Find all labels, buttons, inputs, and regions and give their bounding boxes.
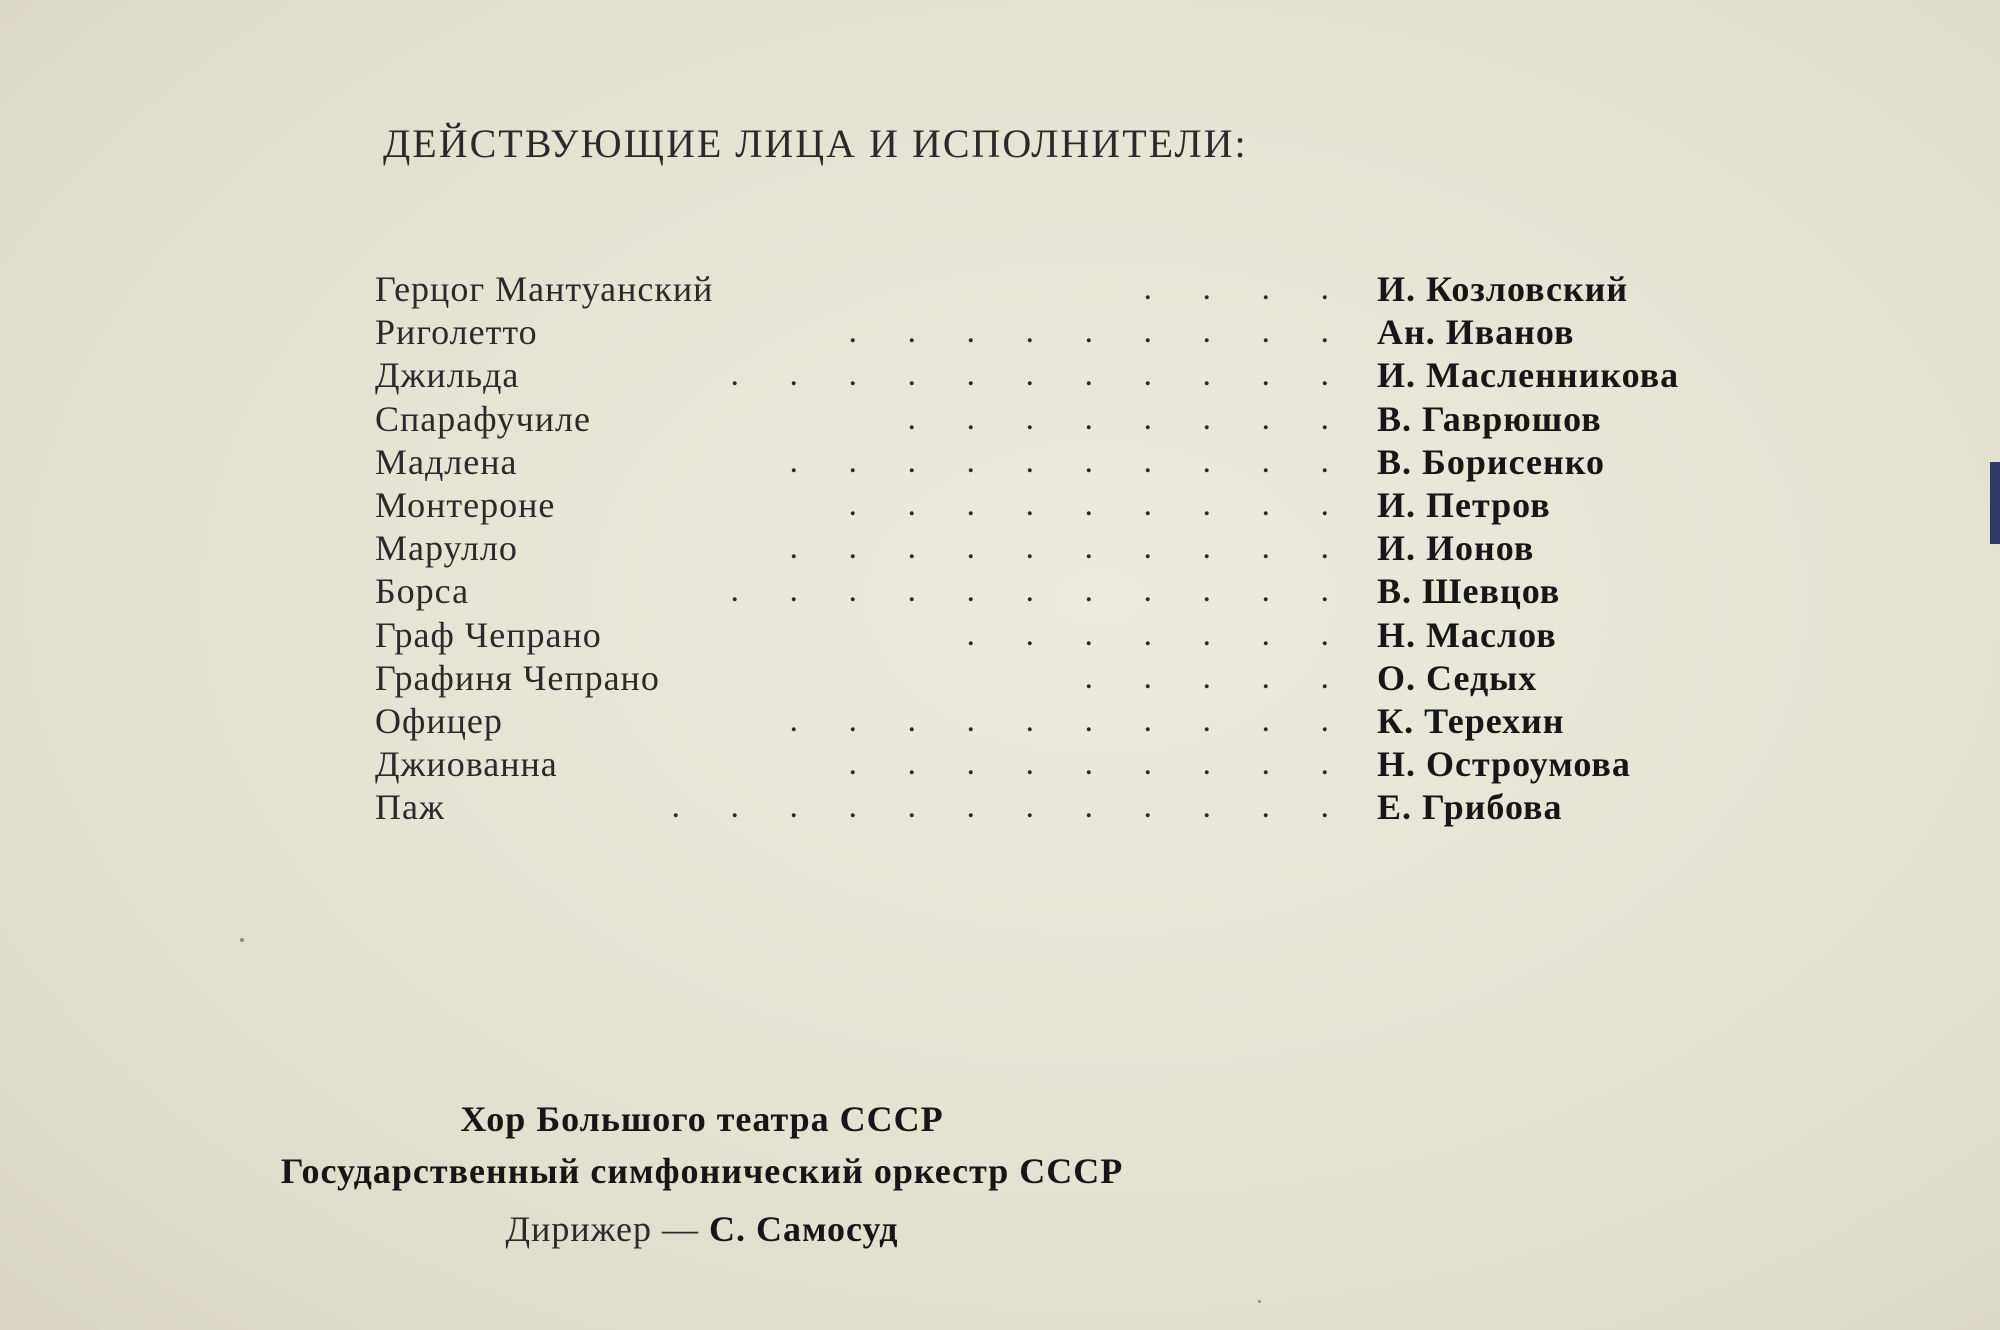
adjacent-page-letter-fragment — [1990, 462, 2000, 544]
leader-dots: . . . . . . . . — [907, 399, 1350, 437]
cast-row — [375, 398, 1602, 441]
role-name: Мадлена — [375, 441, 518, 482]
cast-row — [375, 700, 1565, 743]
role-name: Спарафучиле — [375, 398, 591, 439]
chorus-credit: Хор Большого театра СССР — [460, 1099, 944, 1139]
cast-row — [375, 354, 1680, 397]
cast-row — [375, 786, 1563, 829]
cast-row — [375, 743, 1631, 786]
leader-dots: . . . . . . . . . — [848, 313, 1350, 351]
leader-dots: . . . . . . . . . . . . — [671, 788, 1350, 826]
performer-name: И. Масленникова — [1377, 355, 1680, 396]
leader-dots: . . . . . . . . . — [848, 745, 1350, 783]
performer-name: Н. Остроумова — [1377, 744, 1631, 785]
cast-row — [375, 657, 1538, 700]
performer-name: К. Терехин — [1377, 700, 1565, 741]
role-name: Джильда — [375, 355, 520, 396]
leader-dots: . . . . . . . — [966, 615, 1350, 653]
paper-speck — [1258, 1300, 1261, 1303]
paper-speck — [240, 938, 244, 942]
cast-row — [375, 441, 1605, 484]
role-name: Графиня Чепрано — [375, 657, 660, 698]
cast-row — [375, 614, 1557, 657]
leader-dots: . . . . . . . . . — [848, 485, 1350, 523]
cast-heading: ДЕЙСТВУЮЩИЕ ЛИЦА И ИСПОЛНИТЕЛИ: — [383, 121, 1248, 166]
role-name: Офицер — [375, 700, 503, 741]
leader-dots: . . . . . . . . . . — [789, 442, 1350, 480]
leader-dots: . . . . . . . . . . — [789, 701, 1350, 739]
role-name: Риголетто — [375, 312, 538, 353]
cast-row — [375, 570, 1561, 613]
role-name: Монтероне — [375, 484, 556, 525]
conductor-name: С. Самосуд — [708, 1209, 899, 1249]
role-name: Борса — [375, 571, 470, 612]
leader-dots: . . . . . . . . . . . — [730, 572, 1350, 610]
leader-dots: . . . . . . . . . . — [789, 529, 1350, 567]
role-name: Джиованна — [375, 744, 558, 785]
role-name: Паж — [375, 787, 445, 828]
conductor-label: Дирижер — — [505, 1209, 699, 1249]
role-name: Герцог Мантуанский — [375, 269, 714, 309]
leader-dots: . . . . . . . . . . . — [730, 356, 1350, 394]
leader-dots: . . . . . — [1084, 658, 1350, 696]
cast-row — [375, 268, 1629, 311]
conductor-credit — [0, 1208, 1404, 1250]
performer-name: Н. Маслов — [1377, 614, 1557, 655]
role-name: Граф Чепрано — [375, 614, 602, 655]
performer-name: Е. Грибова — [1377, 787, 1563, 828]
performer-name: И. Козловский — [1377, 269, 1629, 309]
cast-list — [375, 268, 1680, 829]
performer-name: В. Шевцов — [1377, 571, 1561, 612]
cast-row — [375, 311, 1575, 354]
performer-name: И. Петров — [1377, 484, 1551, 525]
role-name: Марулло — [375, 528, 518, 569]
performer-name: В. Гаврюшов — [1377, 398, 1602, 439]
performer-name: О. Седых — [1377, 657, 1538, 698]
leader-dots: . . . . — [1143, 270, 1350, 307]
cast-row — [375, 484, 1551, 527]
performer-name: Ан. Иванов — [1377, 312, 1575, 353]
orchestra-credit: Государственный симфонический оркестр СССР — [280, 1151, 1124, 1191]
performer-name: В. Борисенко — [1377, 441, 1605, 482]
cast-row — [375, 527, 1535, 570]
performer-name: И. Ионов — [1377, 528, 1535, 569]
